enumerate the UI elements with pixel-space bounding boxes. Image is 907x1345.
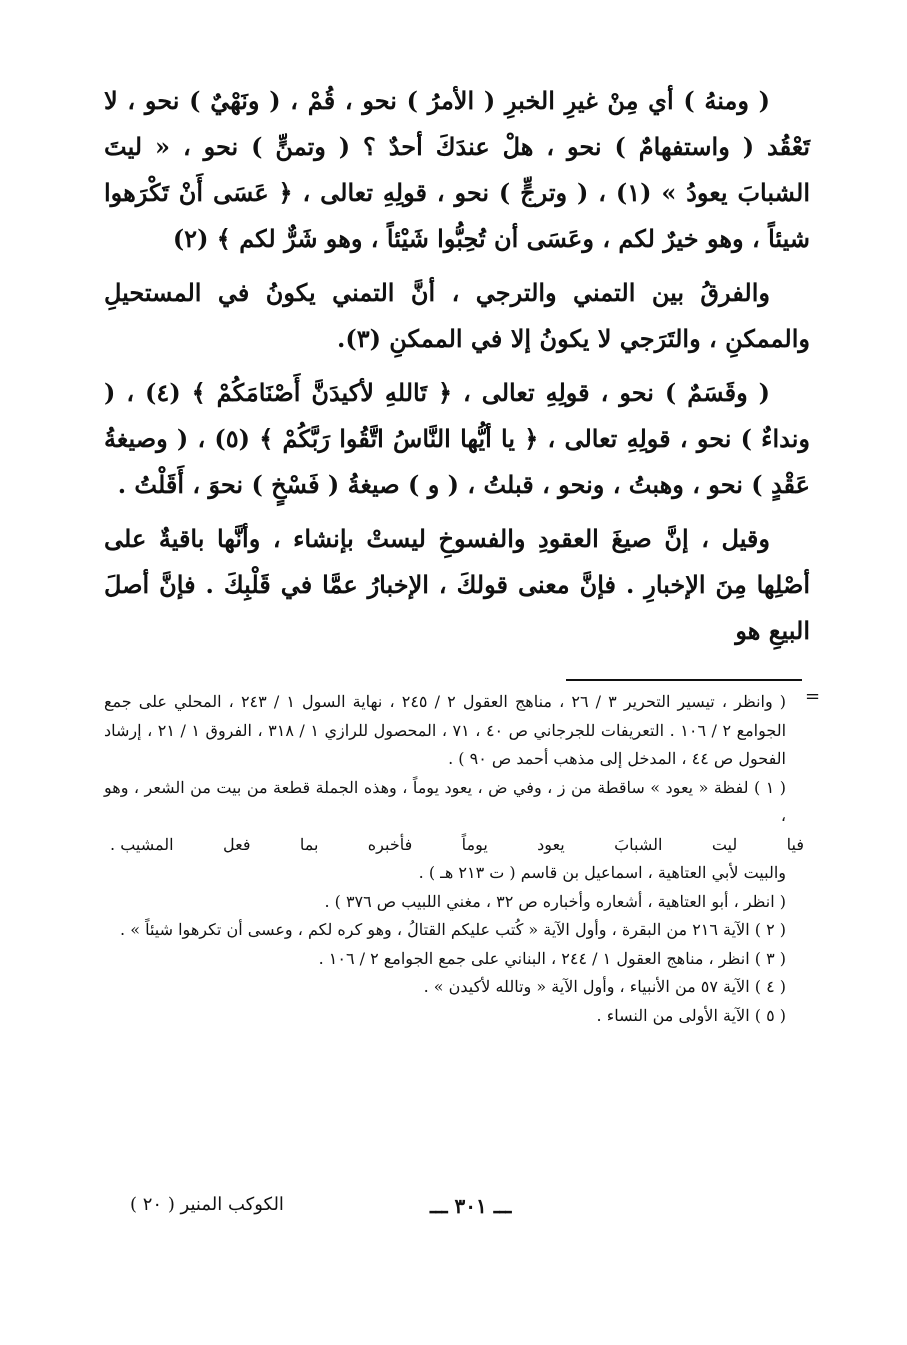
verse-word: الشبابَ xyxy=(614,834,663,854)
verse-word: ليت xyxy=(711,834,738,854)
footnote-references: ( وانظر ، تيسير التحرير ٣ / ٢٦ ، مناهج العقول ٢ / ٢٤٥ ، نهاية السول ١ / ٢٤٣ ، المحلي على جمع الجوامع ٢ / ١٠٦ . التعريفات للجرجاني ص ٤٠ ، ٧١ ، المحصول للرازي ١ / ٣١٨ ، الفروق ١ / ٢١ ، إرشاد الفحول ص ٤٤ ، المدخل إلى مذهب أحمد ص ٩٠ ) . xyxy=(104,692,787,768)
main-text xyxy=(104,78,810,662)
footnote-1: ( ١ ) لفظة « يعود » ساقطة من ز ، وفي ض ، يعود يوماً ، وهذه الجملة قطعة من بيت من الشعر ، وهو ، xyxy=(104,777,787,825)
poem-verse xyxy=(104,831,810,860)
paragraph-2: والفرقُ بين التمني والترجي ، أنَّ التمني يكونُ في المستحيلِ والممكنِ ، والتَرَجي لا يكونُ إلا في الممكنِ (٣). xyxy=(104,278,810,353)
verse-source: ( انظر ، أبو العتاهية ، أشعاره وأخباره ص ٣٢ ، مغني اللبيب ص ٣٧٦ ) . xyxy=(324,891,786,911)
verse-word: يعود xyxy=(537,834,565,854)
footnote-2: ( ٢ ) الآية ٢١٦ من البقرة ، وأول الآية « كُتب عليكم القتالُ ، وهو كره لكم ، وعسى أن تكرهوا شيئاً » . xyxy=(120,920,786,939)
verse-word: فعل xyxy=(222,834,251,854)
paragraph-4: وقيل ، إنَّ صيغَ العقودِ والفسوخِ ليستْ بإنشاء ، وأنَّها باقيةٌ على أصْلِها مِنَ الإخبارِ . فإنَّ معنى قولكَ ، الإخبارُ عمَّا في قَلْبِكَ . فإنَّ أصلَ البيعِ هو xyxy=(104,524,810,645)
paragraph-1: ( ومنهُ ) أي مِنْ غيرِ الخبرِ ( الأمرُ ) نحو ، قُمْ ، ( ونَهْيٌ ) نحو ، لا تَعْقُد ( واستفهامٌ ) نحو ، هلْ عندَكَ أحدٌ ؟ ( وتمنٍّ ) نحو ، « ليتَ الشبابَ يعودُ » (١) ، ( وترجٍّ ) نحو ، قولِهِ تعالى ، ﴿ عَسَى أَنْ تَكْرَهوا شيئاً ، وهو خيرٌ لكم ، وعَسَى أن تُحِبُّوا شَيْئاً ، وهو شَرٌّ لكم ﴾ (٢) xyxy=(104,86,810,253)
verse-word: يوماً xyxy=(461,834,488,854)
verse-word: المشيب . xyxy=(110,834,174,854)
verse-attribution: والبيت لأبي العتاهية ، اسماعيل بن قاسم ( ت ٢١٣ هـ ) . xyxy=(418,863,786,882)
book-title: الكوكب المنير ( ٢٠ ) xyxy=(130,1194,284,1215)
page-number: ـــ ٣٠١ ـــ xyxy=(430,1194,512,1218)
verse-word: فأخبره xyxy=(367,834,413,854)
verse-word: بما xyxy=(299,834,319,854)
continuation-mark: = xyxy=(805,686,821,707)
footnote-3: ( ٣ ) انظر ، مناهج العقول ١ / ٢٤٤ ، البناني على جمع الجوامع ٢ / ١٠٦ . xyxy=(318,948,786,968)
footnotes xyxy=(104,688,810,1030)
footnote-5: ( ٥ ) الآية الأولى من النساء . xyxy=(596,1005,786,1025)
verse-word: فيا xyxy=(786,834,804,854)
footnote-4: ( ٤ ) الآية ٥٧ من الأنبياء ، وأول الآية « وتالله لأكيدن » . xyxy=(423,977,786,996)
paragraph-3: ( وقَسَمٌ ) نحو ، قولِهِ تعالى ، ﴿ تَاللهِ لأكيدَنَّ أَصْنَامَكُمْ ﴾ (٤) ، ( ونداءٌ ) نحو ، قولِهِ تعالى ، ﴿ يا أيُّها النَّاسُ اتَّقُوا رَبَّكُمْ ﴾ (٥) ، ( وصيغةُ عَقْدٍ ) نحو ، وهبتُ ، ونحو ، قبلتُ ، ( و ) صيغةُ ( فَسْخٍ ) نحوَ ، أَقَلْتُ . xyxy=(104,378,810,499)
footnote-separator xyxy=(566,679,802,681)
